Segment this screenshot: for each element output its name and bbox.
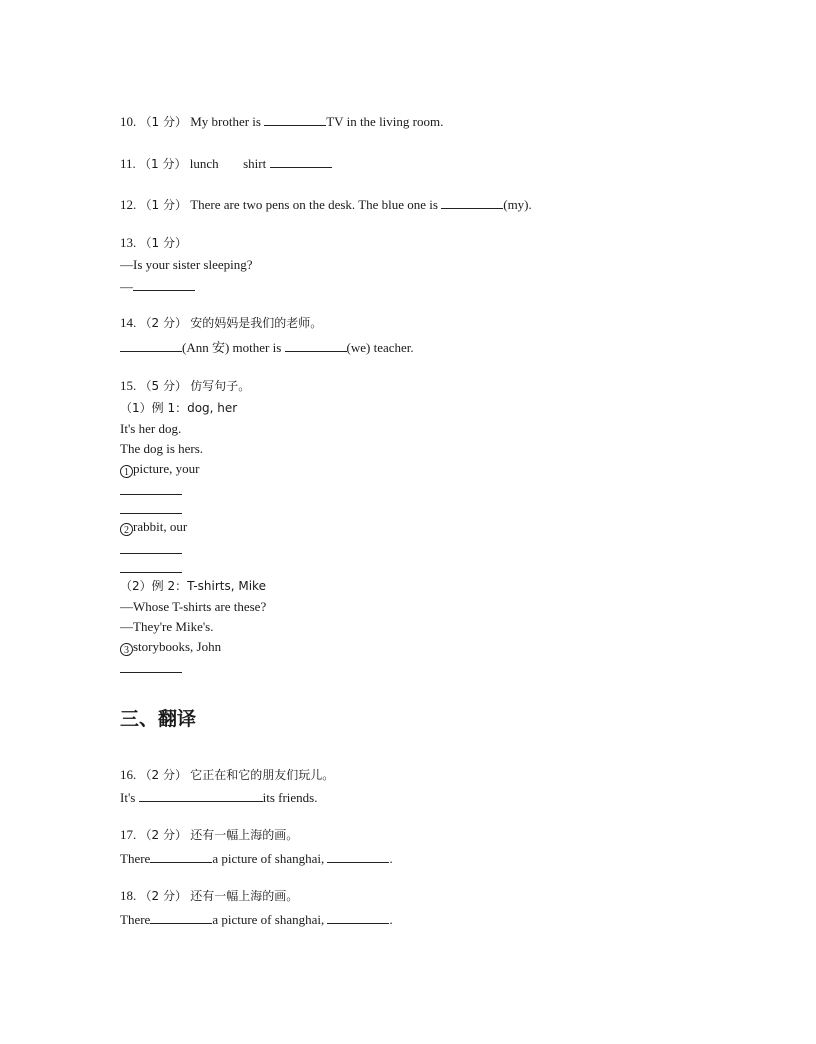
answer-blank[interactable] <box>139 788 263 802</box>
part-2-title: （2）例 2：T-shirts, Mike <box>120 579 266 593</box>
item-text: rabbit, our <box>133 519 188 534</box>
item-text: picture, your <box>133 461 200 476</box>
question-text: a picture of shanghai, <box>212 912 325 927</box>
question-number: 10. <box>120 114 137 129</box>
dialogue-answer-line <box>120 277 195 295</box>
example-line: —Whose T-shirts are these? <box>120 599 267 614</box>
question-number: 14. <box>120 315 137 330</box>
question-prompt: 仿写句子。 <box>190 379 251 393</box>
question-18 <box>120 888 298 904</box>
example-line: The dog is hers. <box>120 441 204 456</box>
question-number: 16. <box>120 767 137 782</box>
question-number: 13. <box>120 235 137 250</box>
answer-blank[interactable] <box>327 910 389 924</box>
question-number: 12. <box>120 197 137 212</box>
question-text: There <box>120 912 151 927</box>
answer-line <box>120 481 182 499</box>
question-score: （2 分） <box>139 768 187 782</box>
question-prompt: 还有一幅上海的画。 <box>190 828 299 842</box>
question-text: My brother is <box>190 114 261 129</box>
question-number: 17. <box>120 827 137 842</box>
answer-blank[interactable] <box>120 659 182 673</box>
question-prompt: 安的妈妈是我们的老师。 <box>190 316 323 330</box>
answer-blank[interactable] <box>441 195 503 209</box>
item-text: storybooks, John <box>133 639 222 654</box>
question-score: （1 分） <box>139 198 187 212</box>
question-13 <box>120 235 187 251</box>
question-score: （1 分） <box>139 115 187 129</box>
question-text: . <box>389 851 393 866</box>
answer-blank[interactable] <box>120 559 182 573</box>
dash: — <box>120 279 133 294</box>
answer-blank[interactable] <box>133 277 195 291</box>
question-score: （5 分） <box>139 379 187 393</box>
answer-blank[interactable] <box>120 540 182 554</box>
question-score: （2 分） <box>139 316 187 330</box>
answer-line <box>120 500 182 518</box>
question-text: . <box>389 912 393 927</box>
question-prompt: 它正在和它的朋友们玩儿。 <box>190 768 335 782</box>
circled-number: 3 <box>120 643 133 656</box>
answer-blank[interactable] <box>120 500 182 514</box>
answer-line <box>120 559 182 577</box>
question-text: It's <box>120 790 136 805</box>
dialogue-line: —Is your sister sleeping? <box>120 257 253 272</box>
question-text: There <box>120 851 151 866</box>
question-14-answer-line <box>120 338 414 356</box>
question-number: 11. <box>120 156 136 171</box>
question-17 <box>120 827 298 843</box>
circled-number: 2 <box>120 523 133 536</box>
answer-blank[interactable] <box>150 849 212 863</box>
item-1 <box>120 461 199 478</box>
answer-line <box>120 659 182 677</box>
question-prompt: 还有一幅上海的画。 <box>190 889 299 903</box>
answer-blank[interactable] <box>120 338 182 352</box>
question-18-answer-line <box>120 910 393 928</box>
section-heading: 三、翻译 <box>120 708 197 730</box>
question-11 <box>120 154 332 172</box>
answer-line <box>120 540 182 558</box>
item-3 <box>120 639 221 656</box>
question-15 <box>120 378 250 394</box>
answer-blank[interactable] <box>150 910 212 924</box>
item-2 <box>120 519 187 536</box>
example-line: —They're Mike's. <box>120 619 214 634</box>
question-17-answer-line <box>120 849 393 867</box>
question-text: TV in the living room. <box>326 114 444 129</box>
question-14 <box>120 315 322 331</box>
question-score: （1 分） <box>139 236 187 250</box>
question-16 <box>120 767 334 783</box>
question-text: a picture of shanghai, <box>212 851 325 866</box>
question-12 <box>120 195 532 213</box>
word-2: shirt <box>243 156 267 171</box>
answer-blank[interactable] <box>120 481 182 495</box>
hint-text: (we) teacher. <box>346 340 414 355</box>
question-text: (my). <box>503 197 532 212</box>
question-score: （2 分） <box>139 889 187 903</box>
question-text: There are two pens on the desk. The blue one is <box>190 197 438 212</box>
word-1: lunch <box>189 156 219 171</box>
answer-blank[interactable] <box>264 112 326 126</box>
part-1-title: （1）例 1：dog, her <box>120 401 238 415</box>
question-text: its friends. <box>262 790 318 805</box>
hint-text: (Ann 安) mother is <box>182 340 282 355</box>
answer-blank[interactable] <box>327 849 389 863</box>
question-score: （2 分） <box>139 828 187 842</box>
answer-blank[interactable] <box>270 154 332 168</box>
question-number: 18. <box>120 888 137 903</box>
circled-number: 1 <box>120 465 133 478</box>
question-10 <box>120 112 443 130</box>
question-number: 15. <box>120 378 137 393</box>
example-line: It's her dog. <box>120 421 182 436</box>
question-score: （1 分） <box>139 157 187 171</box>
question-16-answer-line <box>120 788 317 806</box>
answer-blank[interactable] <box>285 338 347 352</box>
